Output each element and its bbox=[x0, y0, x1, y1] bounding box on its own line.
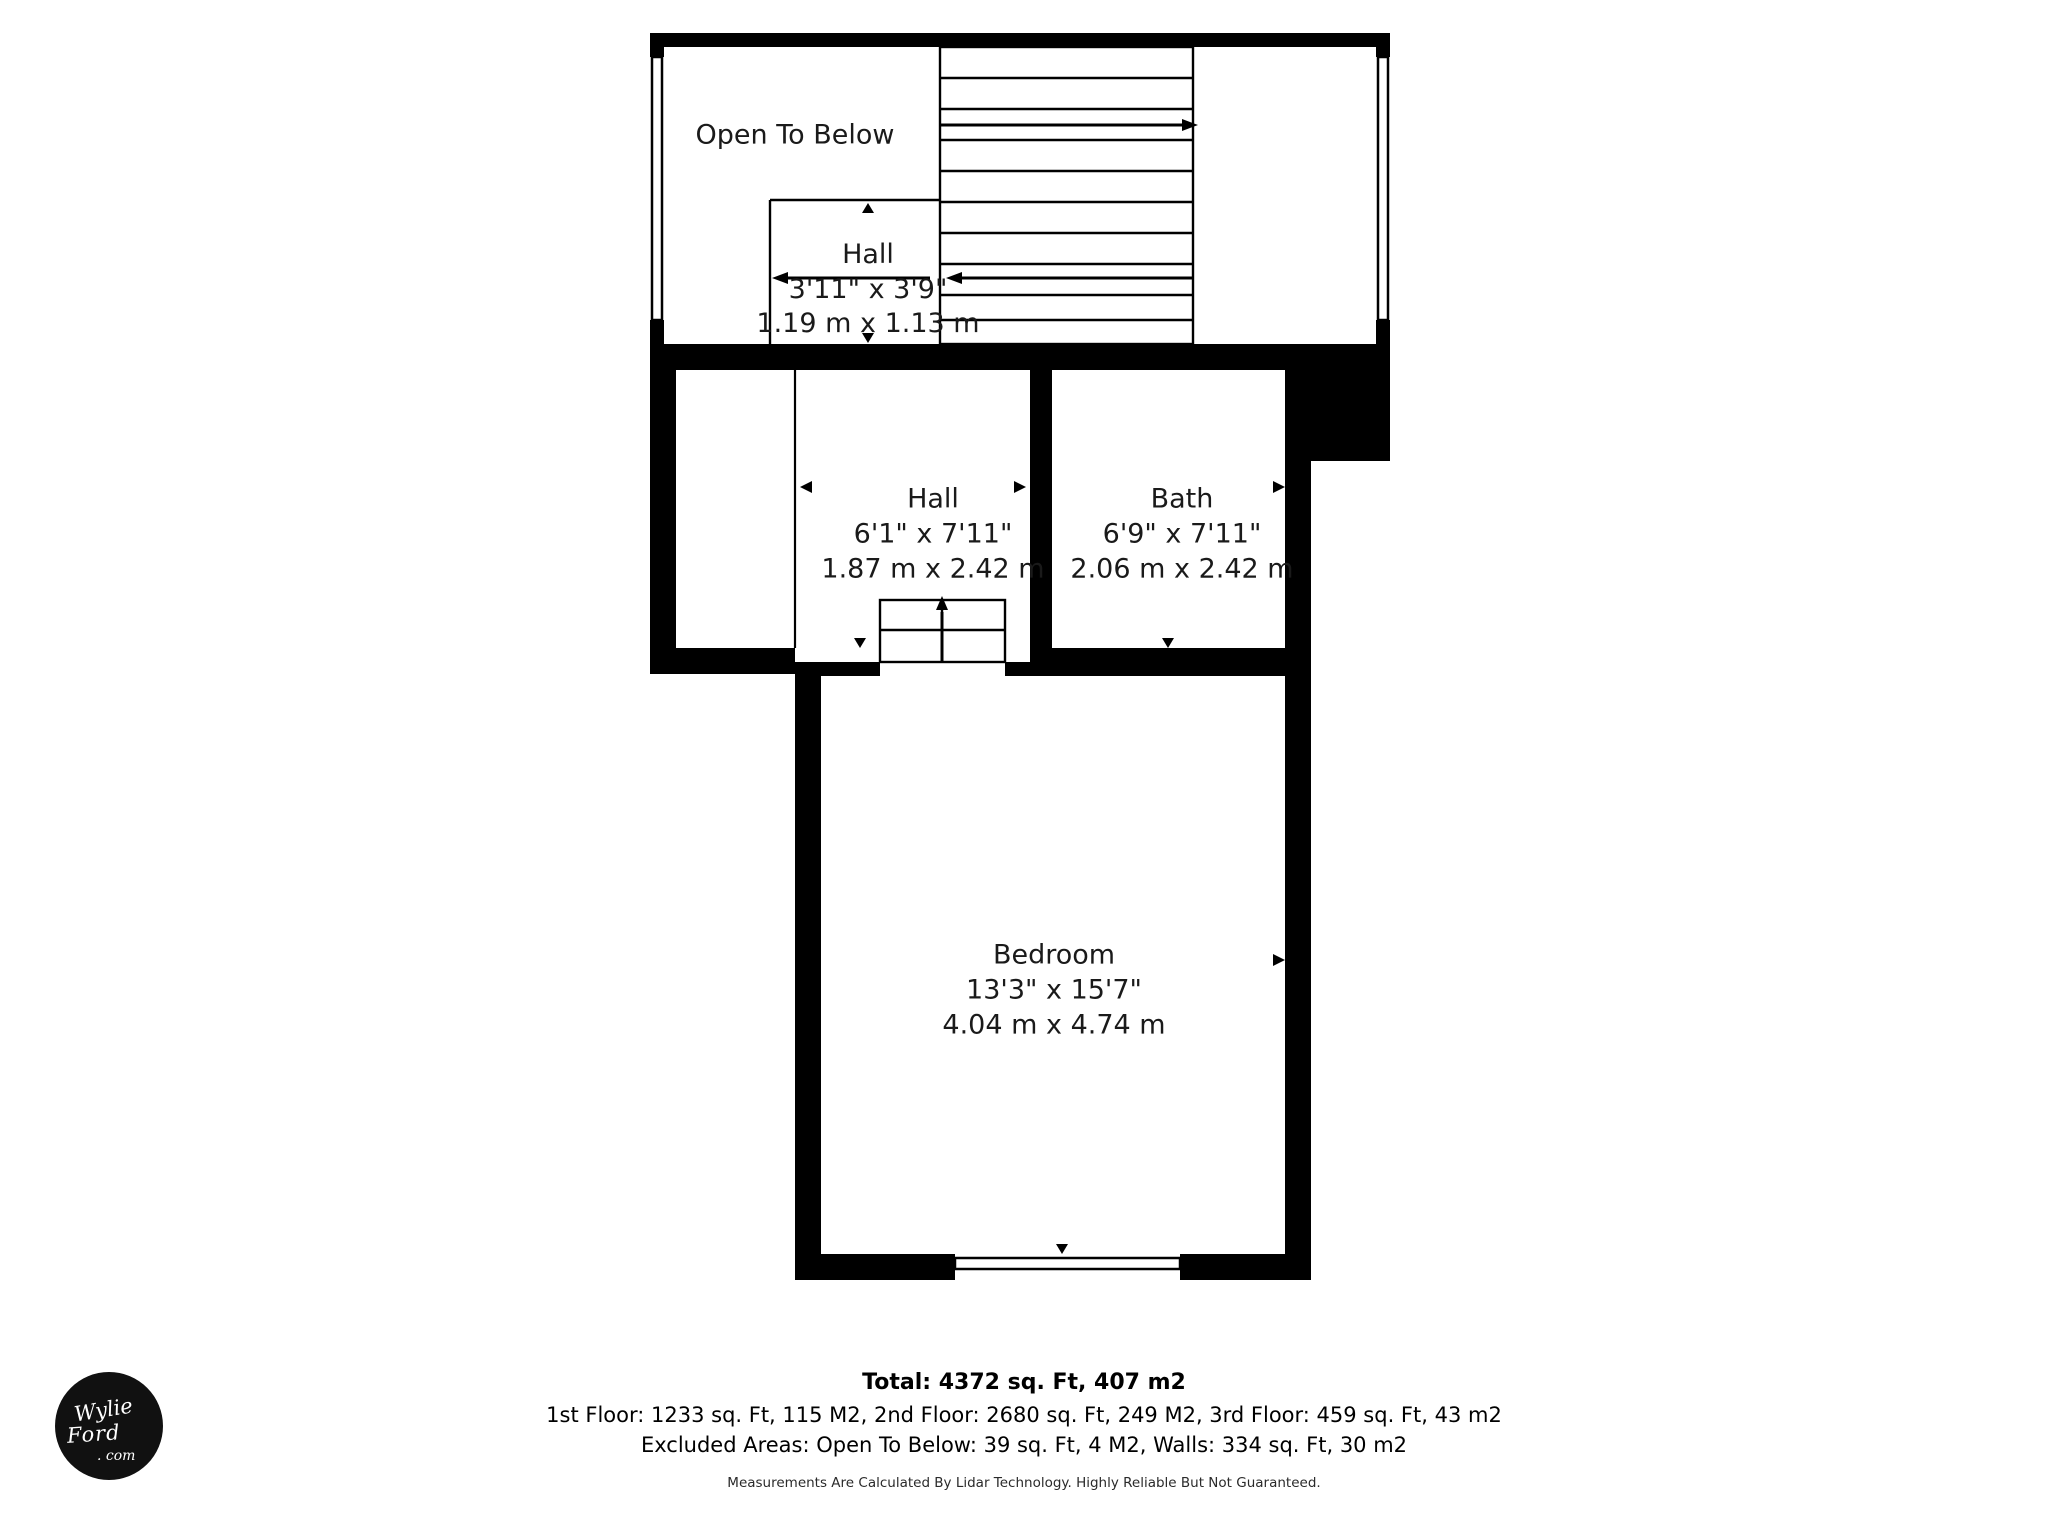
measurement-disclaimer: Measurements Are Calculated By Lidar Technology. Highly Reliable But Not Guaranteed. bbox=[727, 1474, 1321, 1491]
footer-summary bbox=[0, 1370, 2048, 1491]
logo-line-1: Wylie bbox=[72, 1393, 135, 1427]
room-dim-metric: 1.87 m x 2.42 m bbox=[821, 553, 1045, 585]
room-dim-imperial: 3'11" x 3'9" bbox=[788, 273, 948, 305]
room-dim-imperial: 13'3" x 15'7" bbox=[966, 974, 1142, 1006]
room-name: Hall bbox=[907, 483, 959, 515]
room-name: Hall bbox=[842, 239, 894, 271]
stair-opening bbox=[880, 596, 1005, 662]
room-name: Bedroom bbox=[992, 939, 1116, 971]
room-label-bedroom bbox=[942, 937, 1165, 1042]
room-name: Bath bbox=[1150, 483, 1214, 515]
room-label-bath bbox=[1070, 481, 1293, 586]
brand-logo bbox=[55, 1372, 163, 1480]
room-label-hall-upper bbox=[756, 238, 979, 342]
total-area-text: Total: 4372 sq. Ft, 407 m2 bbox=[862, 1370, 1186, 1395]
room-dim-metric: 4.04 m x 4.74 m bbox=[942, 1009, 1166, 1041]
logo-line-2: Ford bbox=[66, 1420, 122, 1448]
open-to-below-label: Open To Below bbox=[695, 119, 895, 151]
room-dim-metric: 1.19 m x 1.13 m bbox=[756, 308, 980, 340]
floor-breakdown-text: 1st Floor: 1233 sq. Ft, 115 M2, 2nd Floor: 2680 sq. Ft, 249 M2, 3rd Floor: 459 sq. Ft, 43 m2 bbox=[546, 1403, 1502, 1427]
logo-line-3: . com bbox=[97, 1448, 136, 1464]
room-label-hall-main bbox=[821, 481, 1044, 586]
room-dim-imperial: 6'9" x 7'11" bbox=[1102, 518, 1262, 550]
excluded-areas-text: Excluded Areas: Open To Below: 39 sq. Ft, 4 M2, Walls: 334 sq. Ft, 30 m2 bbox=[640, 1433, 1408, 1458]
room-dim-metric: 2.06 m x 2.42 m bbox=[1070, 553, 1294, 585]
room-dim-imperial: 6'1" x 7'11" bbox=[853, 518, 1013, 550]
